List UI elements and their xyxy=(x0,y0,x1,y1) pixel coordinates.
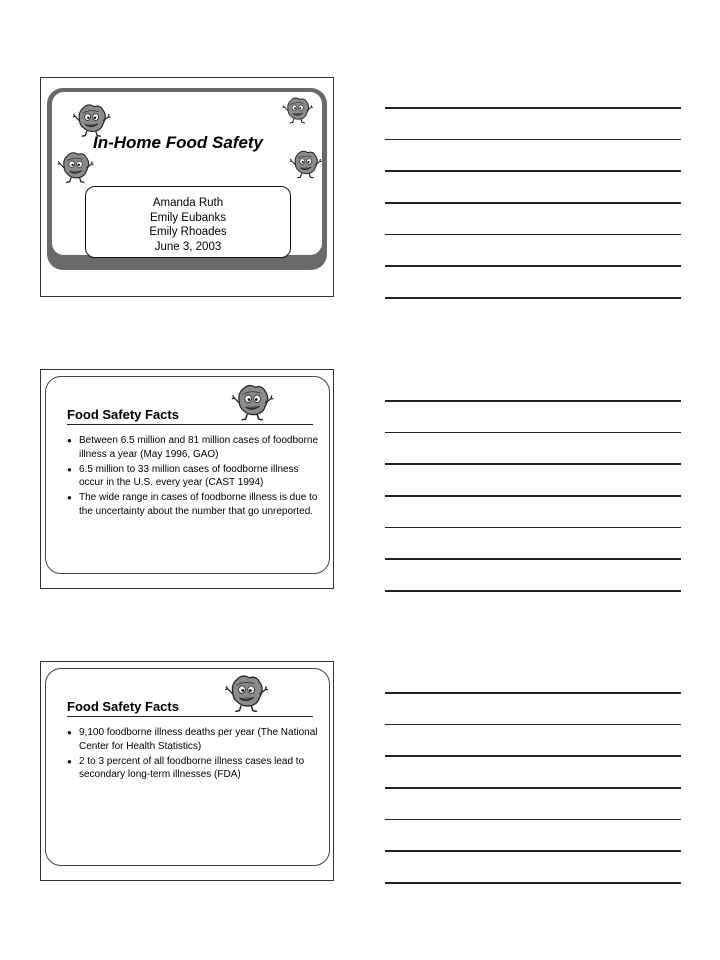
note-line xyxy=(385,692,681,694)
heading-divider xyxy=(67,424,313,425)
note-line xyxy=(385,234,681,236)
food-mascot-icon xyxy=(289,146,323,182)
notes-lines-3 xyxy=(385,692,681,914)
note-line xyxy=(385,819,681,821)
bullet-item: ● 2 to 3 percent of all foodborne illness cases lead to secondary long-term illnesses (FDA) xyxy=(67,755,319,782)
bullet-item: ● 9,100 foodborne illness deaths per year (The National Center for Health Statistics) xyxy=(67,726,319,753)
heading-divider xyxy=(67,716,313,717)
note-line xyxy=(385,850,681,852)
notes-lines-2 xyxy=(385,400,681,622)
slide-heading: Food Safety Facts xyxy=(67,407,179,422)
food-mascot-icon xyxy=(282,94,314,126)
bullet-item: ● Between 6.5 million and 81 million cases of foodborne illness a year (May 1996, GAO) xyxy=(67,434,319,461)
author-box xyxy=(85,186,291,258)
note-line xyxy=(385,787,681,789)
food-mascot-icon xyxy=(57,148,95,186)
author-name: Emily Eubanks xyxy=(149,211,227,224)
note-line xyxy=(385,755,681,757)
food-mascot-icon xyxy=(221,672,273,714)
bullet-list xyxy=(67,726,319,783)
slide-heading: Food Safety Facts xyxy=(67,699,179,714)
slide-1 xyxy=(40,77,334,297)
bullet-item: ● The wide range in cases of foodborne illness is due to the uncertainty about the number that go unreported. xyxy=(67,491,319,518)
note-line xyxy=(385,170,681,172)
note-line xyxy=(385,558,681,560)
note-line xyxy=(385,202,681,204)
author-name: Amanda Ruth xyxy=(152,197,224,209)
note-line xyxy=(385,495,681,497)
bullet-item: ● 6.5 million to 33 million cases of foodborne illness occur in the U.S. every year (CAST 1994) xyxy=(67,463,319,490)
note-line xyxy=(385,107,681,109)
note-line xyxy=(385,724,681,726)
note-line xyxy=(385,527,681,529)
bullet-list xyxy=(67,434,319,520)
presentation-date: June 3, 2003 xyxy=(154,240,222,253)
slide-3 xyxy=(40,661,334,881)
slide-2 xyxy=(40,369,334,589)
note-line xyxy=(385,297,681,299)
presentation-title: In-Home Food Safety xyxy=(93,133,264,152)
note-line xyxy=(385,463,681,465)
note-line xyxy=(385,400,681,402)
note-line xyxy=(385,265,681,267)
note-line xyxy=(385,882,681,884)
author-name: Emily Rhoades xyxy=(149,226,227,238)
food-mascot-icon xyxy=(231,380,275,424)
note-line xyxy=(385,432,681,434)
note-line xyxy=(385,139,681,141)
notes-lines-1 xyxy=(385,107,681,329)
note-line xyxy=(385,590,681,592)
